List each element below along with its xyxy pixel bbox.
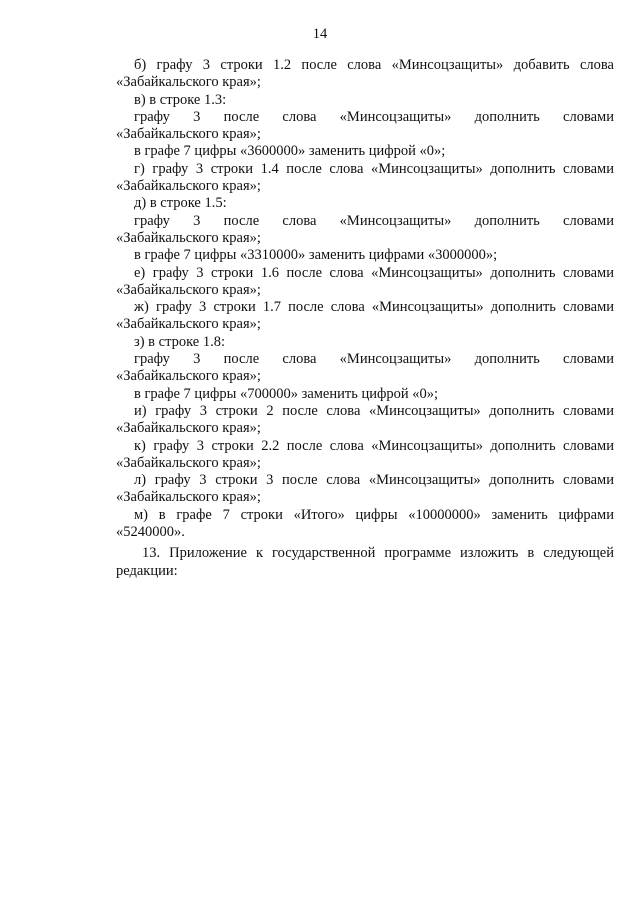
text-line: «Забайкальского края»; [116,316,261,333]
text-line: в) в строке 1.3: [134,91,227,108]
text-line: «Забайкальского края»; [116,229,261,246]
text-line: ж) графу 3 строки 1.7 после слова «Минсоцзащиты» дополнить словами [134,299,614,316]
text-line: «Забайкальского края»; [116,368,261,385]
text-line: 13. Приложение к государственной программе изложить в следующей [142,545,614,562]
text-line: редакции: [116,562,178,579]
text-line: м) в графе 7 строки «Итого» цифры «10000000» заменить цифрами [134,506,614,523]
text-line: е) графу 3 строки 1.6 после слова «Минсоцзащиты» дополнить словами [134,264,614,281]
text-line: «Забайкальского края»; [116,281,261,298]
text-line: к) графу 3 строки 2.2 после слова «Минсоцзащиты» дополнить словами [134,437,614,454]
text-line: «Забайкальского края»; [116,178,261,195]
text-line: л) графу 3 строки 3 после слова «Минсоцзащиты» дополнить словами [134,472,614,489]
text-line: б) графу 3 строки 1.2 после слова «Минсоцзащиты» добавить слова [134,57,614,73]
text-line: «5240000». [116,524,185,541]
page-number: 14 [312,26,328,42]
text-line: графу 3 после слова «Минсоцзащиты» дополнить словами [134,108,614,125]
document-body [116,57,614,580]
text-line: графу 3 после слова «Минсоцзащиты» дополнить словами [134,212,614,229]
text-line: з) в строке 1.8: [134,333,226,350]
text-line: г) графу 3 строки 1.4 после слова «Минсоцзащиты» дополнить словами [134,160,614,177]
text-line: графу 3 после слова «Минсоцзащиты» дополнить словами [134,351,614,368]
text-line: в графе 7 цифры «700000» заменить цифрой «0»; [134,385,439,402]
text-line: в графе 7 цифры «3600000» заменить цифрой «0»; [134,143,446,160]
text-line: «Забайкальского края»; [116,74,261,91]
text-line: «Забайкальского края»; [116,420,261,437]
text-line: д) в строке 1.5: [134,195,227,212]
text-line: «Забайкальского края»; [116,454,261,471]
text-line: «Забайкальского края»; [116,489,261,506]
text-line: и) графу 3 строки 2 после слова «Минсоцзащиты» дополнить словами [134,402,614,419]
text-line: в графе 7 цифры «3310000» заменить цифрами «3000000»; [134,247,498,264]
text-line: «Забайкальского края»; [116,126,261,143]
